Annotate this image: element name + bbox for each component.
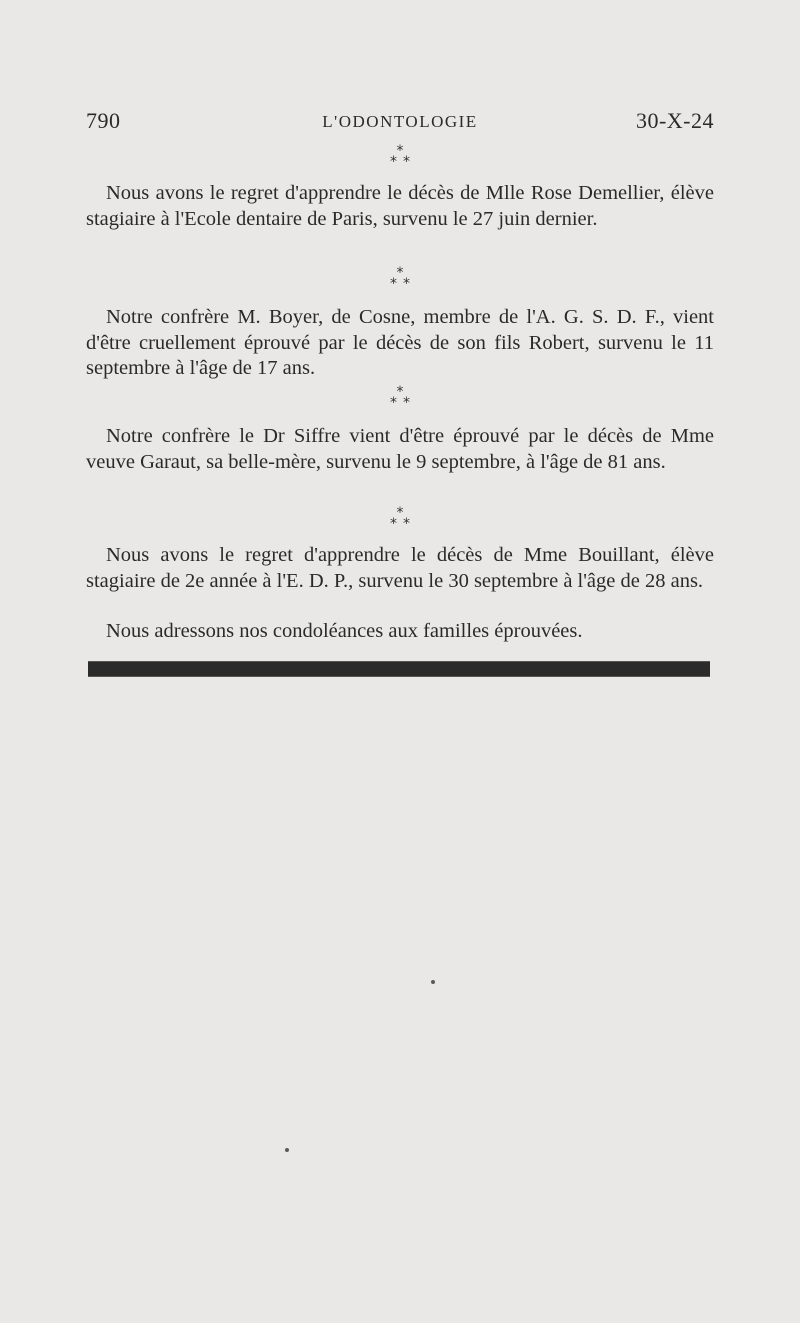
- issue-date: 30-X-24: [635, 108, 714, 133]
- asterism-divider: [0, 384, 800, 411]
- notice-paragraph: Notre confrère M. Boyer, de Cosne, membre de l'A. G. S. D. F., vient d'être cruellement éprouvé par le décès de son fils Robert, survenu le 11 septembre à l'âge de 17 ans.: [86, 306, 714, 379]
- asterism-star: *: [396, 505, 404, 521]
- asterism-star: *: [396, 384, 404, 400]
- page-number: 790: [86, 108, 121, 133]
- notice-paragraph: Nous avons le regret d'apprendre le décès de Mlle Rose Demellier, élève stagiaire à l'Ecole dentaire de Paris, survenu le 27 juin dernier.: [86, 182, 714, 230]
- closing-line: Nous adressons nos condoléances aux familles éprouvées.: [106, 620, 583, 642]
- asterism-star: *: [396, 143, 404, 159]
- notice-paragraph: Nous avons le regret d'apprendre le décès de Mme Bouillant, élève stagiaire de 2e année à l'E. D. P., survenu le 30 septembre à l'âge de 28 ans.: [86, 544, 714, 592]
- section-rule: [88, 661, 710, 677]
- asterism-divider: [0, 265, 800, 292]
- asterism-star: *: [390, 154, 403, 170]
- asterism-star: *: [396, 265, 404, 281]
- asterism-divider: [0, 505, 800, 532]
- asterism-star: *: [390, 395, 403, 411]
- paper-speck: [285, 1148, 289, 1152]
- notice-paragraph: Notre confrère le Dr Siffre vient d'être éprouvé par le décès de Mme veuve Garaut, sa belle-mère, survenu le 9 septembre, à l'âge de 81 ans.: [86, 425, 714, 473]
- asterism-star: *: [403, 516, 416, 532]
- asterism-star: *: [390, 516, 403, 532]
- asterism-star: *: [403, 154, 416, 170]
- running-title: L'ODONTOLOGIE: [322, 112, 478, 131]
- asterism-star: *: [390, 276, 403, 292]
- asterism-star: *: [403, 276, 416, 292]
- asterism-divider: [0, 143, 800, 170]
- running-header: [86, 108, 714, 138]
- paper-speck: [431, 980, 435, 984]
- asterism-star: *: [403, 395, 416, 411]
